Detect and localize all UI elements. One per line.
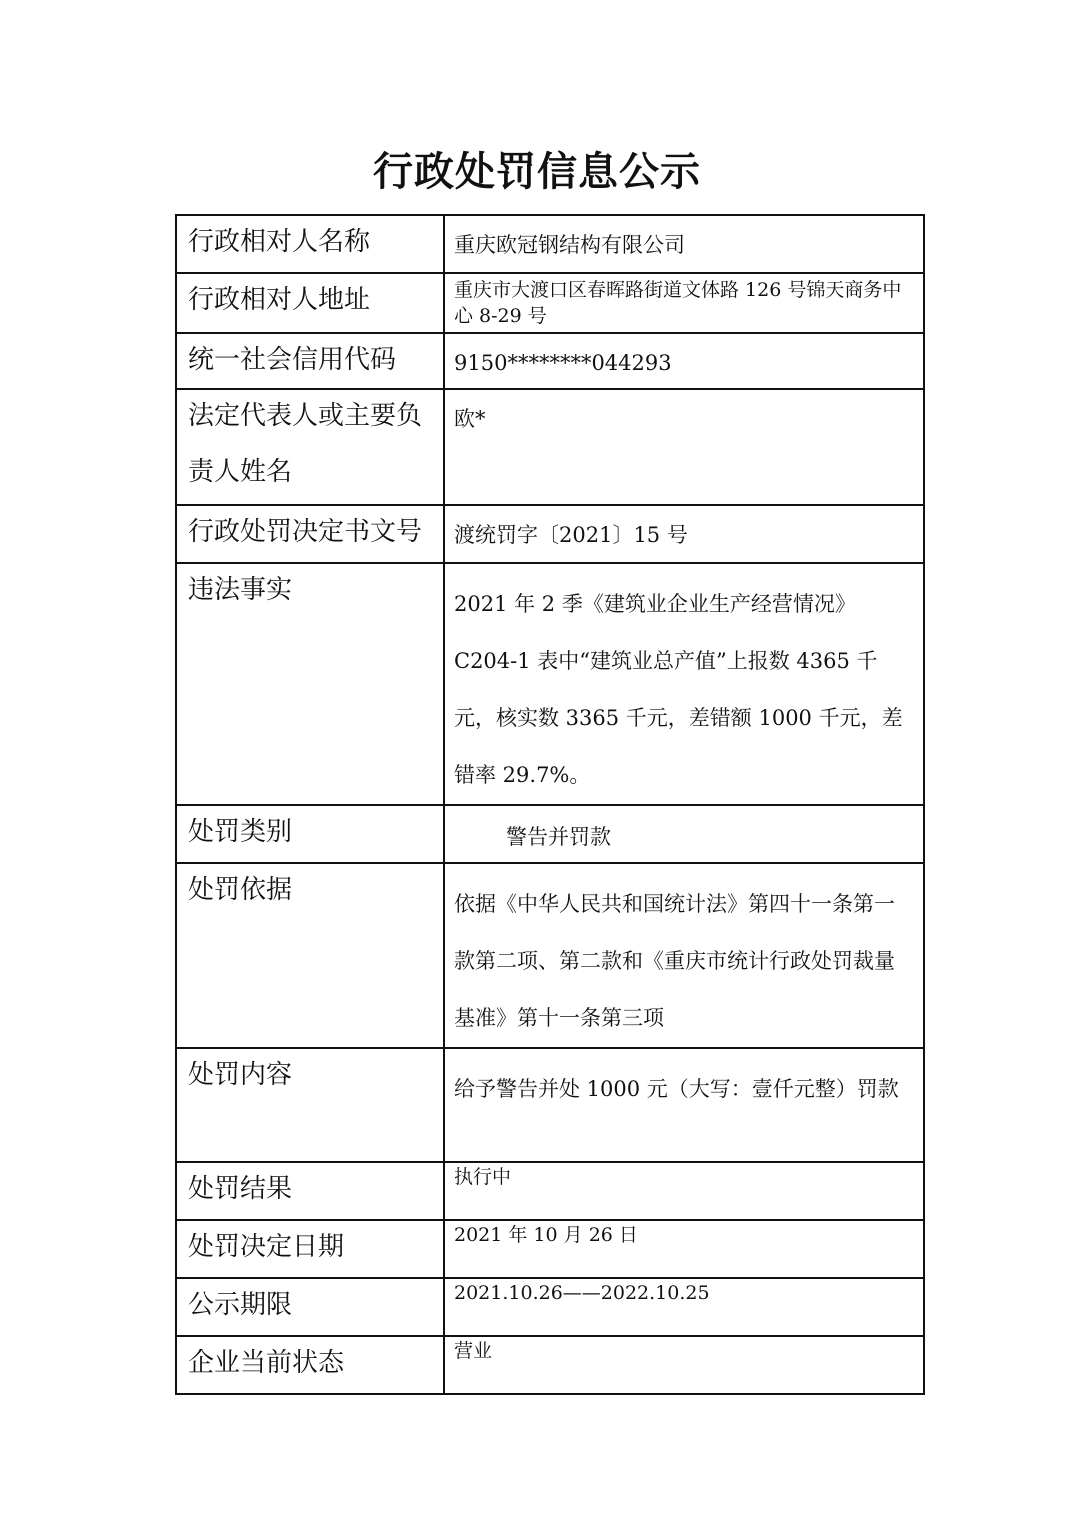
row-value: 2021.10.26——2022.10.25	[444, 1278, 924, 1336]
row-label: 统一社会信用代码	[176, 333, 444, 389]
table-row	[176, 1220, 924, 1278]
row-label: 处罚依据	[176, 863, 444, 1048]
table-row	[176, 1336, 924, 1394]
row-value: 渡统罚字〔2021〕15 号	[444, 505, 924, 563]
row-label: 处罚结果	[176, 1162, 444, 1220]
row-label: 违法事实	[176, 563, 444, 805]
table-row	[176, 215, 924, 273]
row-value: 重庆欧冠钢结构有限公司	[444, 215, 924, 273]
row-label: 行政相对人名称	[176, 215, 444, 273]
table-row	[176, 563, 924, 805]
table-row	[176, 863, 924, 1048]
row-label: 处罚内容	[176, 1048, 444, 1162]
table-row	[176, 505, 924, 563]
row-value: 给予警告并处 1000 元（大写：壹仟元整）罚款	[444, 1048, 924, 1162]
table-row	[176, 1048, 924, 1162]
table-row	[176, 1162, 924, 1220]
row-value: 9150********044293	[444, 333, 924, 389]
row-label: 企业当前状态	[176, 1336, 444, 1394]
row-label: 公示期限	[176, 1278, 444, 1336]
row-label: 行政相对人地址	[176, 273, 444, 333]
row-label: 行政处罚决定书文号	[176, 505, 444, 563]
row-value: 执行中	[444, 1162, 924, 1220]
table-row	[176, 805, 924, 863]
table-row	[176, 389, 924, 505]
table-row	[176, 333, 924, 389]
table-row	[176, 1278, 924, 1336]
page-title: 行政处罚信息公示	[373, 148, 701, 195]
row-label: 法定代表人或主要负责人姓名	[176, 389, 444, 505]
table-row	[176, 273, 924, 333]
row-value: 重庆市大渡口区春晖路街道文体路 126 号锦天商务中心 8-29 号	[444, 273, 924, 333]
row-value: 欧*	[444, 389, 924, 505]
row-label: 处罚类别	[176, 805, 444, 863]
row-label: 处罚决定日期	[176, 1220, 444, 1278]
penalty-info-table	[175, 214, 925, 1395]
row-value: 2021 年 10 月 26 日	[444, 1220, 924, 1278]
row-value: 依据《中华人民共和国统计法》第四十一条第一款第二项、第二款和《重庆市统计行政处罚裁量基准》第十一条第三项	[444, 863, 924, 1048]
row-value: 营业	[444, 1336, 924, 1394]
row-value: 警告并罚款	[444, 805, 924, 863]
row-value: 2021 年 2 季《建筑业企业生产经营情况》C204-1 表中“建筑业总产值”上报数 4365 千元，核实数 3365 千元，差错额 1000 千元，差错率 29.7%。	[444, 563, 924, 805]
